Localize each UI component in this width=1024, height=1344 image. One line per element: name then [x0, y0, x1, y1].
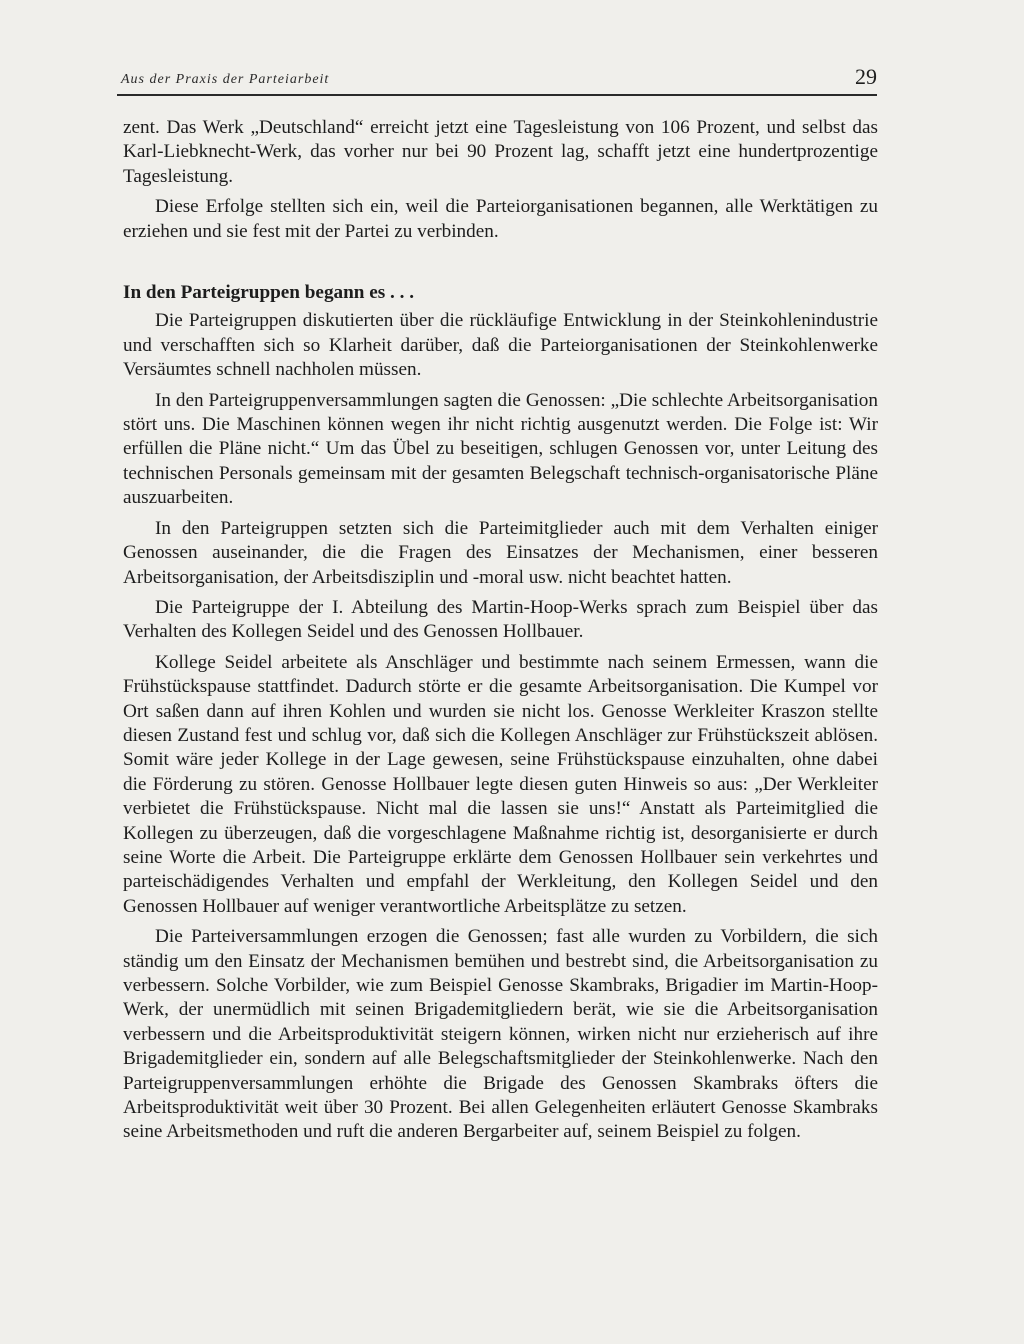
- section-heading: In den Parteigruppen begann es . . .: [123, 282, 415, 304]
- paragraph: Die Parteiversammlungen erzogen die Genossen; fast alle wurden zu Vorbildern, die sich ständig um den Einsatz der Mechanismen bemühen und bestrebt sind, die Arbeitsorganisation zu verbessern. Solche Vorbilder, wie zum Beispiel Genosse Skambraks, Brigadier im Martin-Hoop-Werk, der unermüdlich mit seinen Brigademitgliedern berät, wie sie die Arbeitsorganisation verbessern und die Arbeitsproduktivität steigern können, wirken nicht nur erzieherisch auf ihre Brigademitglieder ein, sondern auf alle Belegschaftsmitglieder der Steinkohlenwerke. Nach den Parteigruppenversammlungen erhöhte die Brigade des Genossen Skambraks öfters die Arbeitsproduktivität weit über 30 Prozent. Bei allen Gelegenheiten erläutert Genosse Skambraks seine Arbeitsmethoden und ruft die anderen Bergarbeiter auf, seinem Beispiel zu folgen.: [123, 926, 878, 1143]
- paragraph: Kollege Seidel arbeitete als Anschläger und bestimmte nach seinem Ermessen, wann die Frühstückspause stattfindet. Dadurch störte er die gesamte Arbeitsorganisation. Die Kumpel vor Ort saßen dann auf ihren Kohlen und wurden sie nicht los. Genosse Werkleiter Kraszon stellte diesen Zustand fest und schlug vor, daß sich die Kollegen Anschläger zur Frühstückszeit ablösen. Somit wäre jeder Kollege in der Lage gewesen, seine Frühstückspause einzuhalten, ohne dabei die Förderung zu stören. Genosse Hollbauer legte diesen guten Hinweis so aus: „Der Werkleiter verbietet die Frühstückspause. Nicht mal die lassen sie uns!“ Anstatt als Parteimitglied die Kollegen zu überzeugen, daß die vorgeschlagene Maßnahme richtig ist, desorganisierte er durch seine Worte die Arbeit. Die Parteigruppe erklärte dem Genossen Hollbauer sein verkehrtes und parteischädigendes Verhalten und empfahl der Werkleitung, den Kollegen Seidel und den Genossen Hollbauer auf weniger verantwortliche Arbeitsplätze zu setzen.: [123, 651, 878, 917]
- paragraph: Diese Erfolge stellten sich ein, weil die Parteiorganisationen begannen, alle Werktätigen zu erziehen und sie fest mit der Partei zu verbinden.: [123, 196, 878, 242]
- paragraph: Die Parteigruppen diskutierten über die rückläufige Entwicklung in der Steinkohlenindustrie und verschafften sich so Klarheit darüber, daß die Parteiorganisationen der Steinkohlenwerke Versäumtes schnell nachholen müssen.: [123, 310, 878, 381]
- body-text: [123, 116, 878, 1145]
- paragraph: zent. Das Werk „Deutschland“ erreicht jetzt eine Tagesleistung von 106 Prozent, und selbst das Karl-Liebknecht-Werk, das vorher nur bei 90 Prozent lag, schafft jetzt eine hundertprozentige Tagesleistung.: [123, 117, 878, 187]
- page-header: [117, 60, 877, 96]
- page-number: 29: [855, 64, 877, 89]
- paragraph: In den Parteigruppenversammlungen sagten die Genossen: „Die schlechte Arbeitsorganisation stört uns. Die Maschinen können wegen ihr nicht richtig ausgenutzt werden. Die Folge ist: Wir erfüllen die Pläne nicht.“ Um das Übel zu beseitigen, schlugen Genossen vor, unter Leitung des technischen Personals gemeinsam mit der gesamten Belegschaft technisch-organisatorische Pläne auszuarbeiten.: [123, 389, 878, 509]
- running-head: Aus der Praxis der Parteiarbeit: [121, 72, 330, 87]
- paragraph: Die Parteigruppe der I. Abteilung des Martin-Hoop-Werks sprach zum Beispiel über das Verhalten des Kollegen Seidel und des Genossen Hollbauer.: [123, 596, 878, 643]
- paragraph: In den Parteigruppen setzten sich die Parteimitglieder auch mit dem Verhalten einiger Genossen auseinander, die die Fragen des Einsatzes der Mechanismen, einer besseren Arbeitsorganisation, der Arbeitsdisziplin und -moral usw. nicht beachtet hatten.: [123, 517, 878, 588]
